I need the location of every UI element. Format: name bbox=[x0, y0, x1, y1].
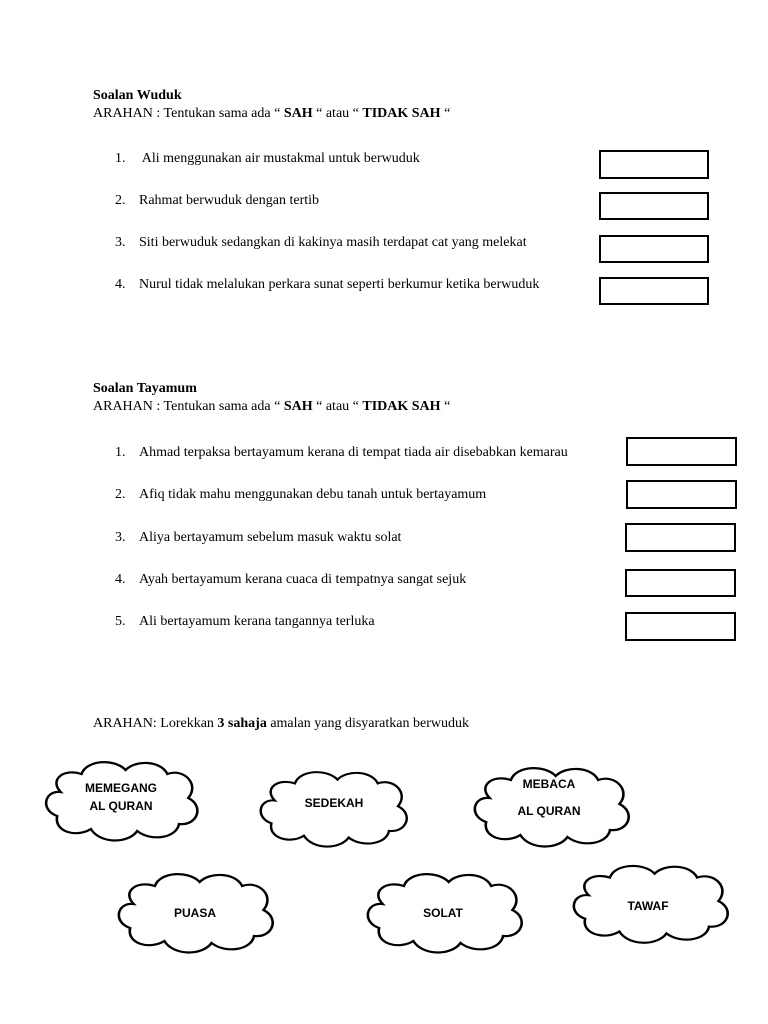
cloud-label-line: MEBACA bbox=[522, 777, 576, 791]
question-number: 4. bbox=[115, 572, 126, 587]
tayamum-title: Soalan Tayamum bbox=[93, 381, 197, 396]
question-text: Ahmad terpaksa bertayamum kerana di tempat tiada air disebabkan kemarau bbox=[139, 445, 568, 460]
cloud-label-2 bbox=[279, 794, 389, 812]
question-text: Ali bertayamum kerana tangannya terluka bbox=[139, 614, 375, 629]
question-text: Aliya bertayamum sebelum masuk waktu solat bbox=[139, 530, 402, 545]
question-number: 3. bbox=[115, 530, 126, 545]
cloud-label-5 bbox=[388, 904, 498, 922]
instruction-suffix: “ bbox=[440, 399, 451, 414]
question-text: Ayah bertayamum kerana cuaca di tempatnya sangat sejuk bbox=[139, 572, 467, 587]
cloud-label-line: SOLAT bbox=[423, 906, 463, 920]
sah-label: SAH bbox=[283, 399, 313, 414]
cloud-label-6 bbox=[593, 897, 703, 915]
cloud-label-line: SEDEKAH bbox=[304, 796, 364, 810]
instruction-suffix: amalan yang disyaratkan berwuduk bbox=[266, 716, 469, 731]
cloud-label-line: MEMEGANG bbox=[85, 781, 157, 795]
question-text: Ali menggunakan air mustakmal untuk berwuduk bbox=[139, 151, 420, 166]
cloud-label-line: TAWAF bbox=[627, 899, 669, 913]
instruction-prefix: ARAHAN : Tentukan sama ada “ bbox=[93, 399, 284, 414]
instruction-middle: “ atau “ bbox=[312, 106, 363, 121]
wuduk-title: Soalan Wuduk bbox=[93, 88, 182, 103]
instruction-prefix: ARAHAN: Lorekkan bbox=[93, 716, 218, 731]
cloud-label-1 bbox=[66, 779, 176, 815]
question-number: 1. bbox=[115, 151, 126, 166]
question-number: 3. bbox=[115, 235, 126, 250]
instruction-suffix: “ bbox=[440, 106, 451, 121]
question-number: 5. bbox=[115, 614, 126, 629]
tidak-sah-label: TIDAK SAH bbox=[362, 106, 441, 121]
cloud-label-line: AL QURAN bbox=[517, 804, 581, 818]
question-text: Afiq tidak mahu menggunakan debu tanah untuk bertayamum bbox=[139, 487, 487, 502]
question-text: Nurul tidak melalukan perkara sunat seperti berkumur ketika berwuduk bbox=[139, 277, 540, 292]
question-number: 2. bbox=[115, 487, 126, 502]
question-text: Rahmat berwuduk dengan tertib bbox=[139, 193, 320, 208]
tidak-sah-label: TIDAK SAH bbox=[362, 399, 441, 414]
question-number: 1. bbox=[115, 445, 126, 460]
question-number: 2. bbox=[115, 193, 126, 208]
sah-label: SAH bbox=[283, 106, 313, 121]
cloud-label-line: PUASA bbox=[173, 906, 216, 920]
cloud-label-3 bbox=[494, 775, 604, 820]
instruction-bold: 3 sahaja bbox=[217, 716, 267, 731]
question-number: 4. bbox=[115, 277, 126, 292]
cloud-label-line: AL QURAN bbox=[89, 799, 153, 813]
cloud-label-4 bbox=[140, 904, 250, 922]
instruction-prefix: ARAHAN : Tentukan sama ada “ bbox=[93, 106, 284, 121]
instruction-middle: “ atau “ bbox=[312, 399, 363, 414]
question-text: Siti berwuduk sedangkan di kakinya masih terdapat cat yang melekat bbox=[139, 235, 527, 250]
